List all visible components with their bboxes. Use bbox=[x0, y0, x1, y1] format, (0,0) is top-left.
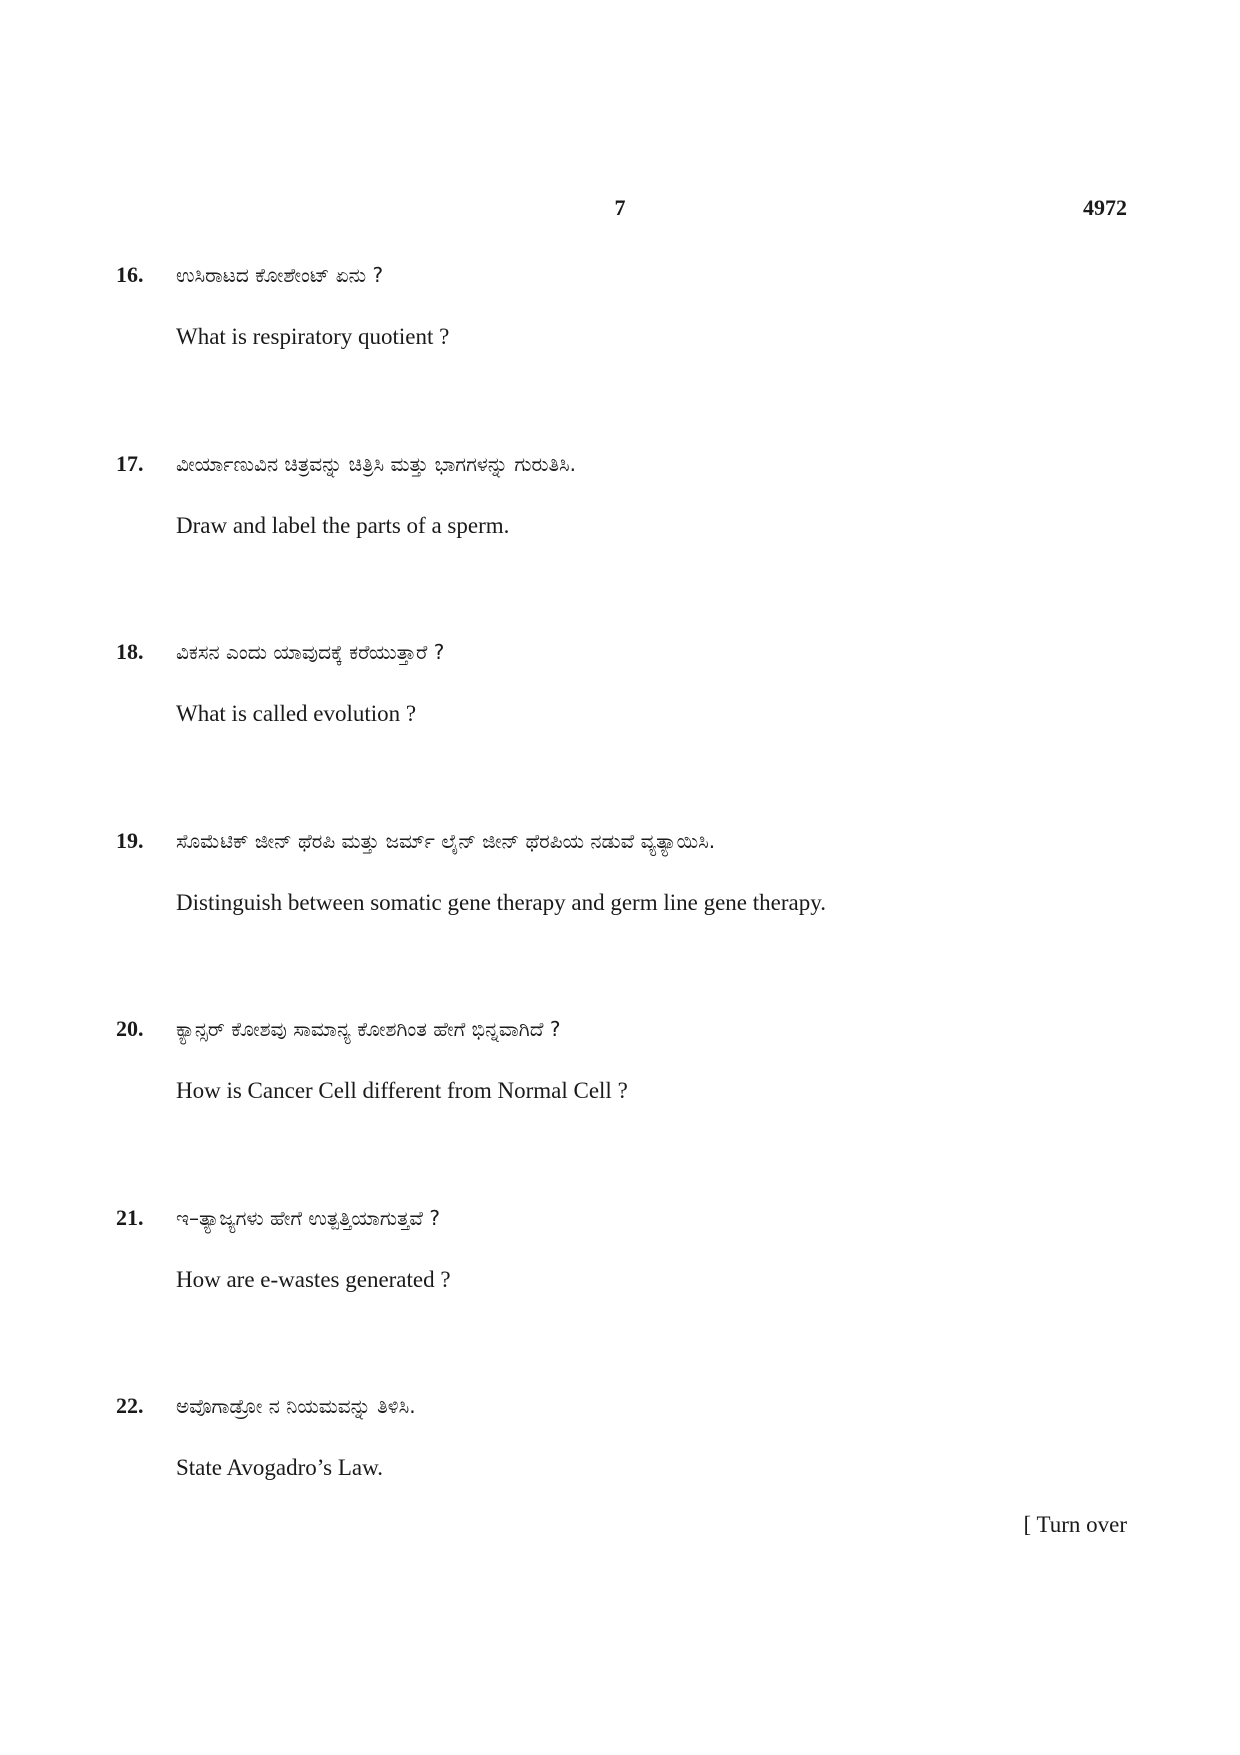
question-text-kannada: ಇ–ತ್ಯಾಜ್ಯಗಳು ಹೇಗೆ ಉತ್ಪತ್ತಿಯಾಗುತ್ತವೆ ? bbox=[176, 1205, 440, 1230]
question-19 bbox=[116, 828, 1126, 1017]
question-number: 21. bbox=[116, 1204, 144, 1230]
question-number: 20. bbox=[116, 1016, 144, 1041]
question-text-kannada: ಅವೊಗಾಡ್ರೋ ನ ನಿಯಮವನ್ನು ತಿಳಿಸಿ. bbox=[176, 1394, 416, 1418]
question-21 bbox=[116, 1205, 1126, 1394]
question-text-english: What is called evolution ? bbox=[176, 701, 417, 726]
turn-over-note: [ Turn over bbox=[1023, 1512, 1127, 1537]
question-text-english: State Avogadro’s Law. bbox=[176, 1455, 383, 1480]
question-text-kannada: ವಿಕಸನ ಎಂದು ಯಾವುದಕ್ಕೆ ಕರೆಯುತ್ತಾರೆ ? bbox=[176, 640, 445, 664]
question-16 bbox=[116, 262, 1126, 451]
question-number: 17. bbox=[116, 450, 144, 476]
paper-code: 4972 bbox=[1083, 195, 1127, 220]
question-text-english: How is Cancer Cell different from Normal Cell ? bbox=[176, 1078, 628, 1103]
question-number: 18. bbox=[116, 639, 144, 664]
question-18 bbox=[116, 639, 1126, 828]
question-text-english: Distinguish between somatic gene therapy and germ line gene therapy. bbox=[176, 889, 826, 915]
question-number: 22. bbox=[116, 1393, 144, 1418]
question-number: 19. bbox=[116, 827, 144, 853]
question-text-kannada: ವೀರ್ಯಾಣುವಿನ ಚಿತ್ರವನ್ನು ಚಿತ್ರಿಸಿ ಮತ್ತು ಭಾಗಗಳನ್ನು ಗುರುತಿಸಿ. bbox=[176, 451, 577, 476]
question-text-kannada: ಉಸಿರಾಟದ ಕೋಶೇಂಟ್ ಏನು ? bbox=[176, 263, 384, 287]
question-17 bbox=[116, 451, 1126, 640]
question-text-english: How are e-wastes generated ? bbox=[176, 1266, 451, 1292]
question-text-kannada: ಕ್ಯಾನ್ಸರ್ ಕೋಶವು ಸಾಮಾನ್ಯ ಕೋಶಗಿಂತ ಹೇಗೆ ಭಿನ್ನವಾಗಿದೆ ? bbox=[176, 1017, 561, 1041]
question-list bbox=[116, 262, 1126, 1582]
question-number: 16. bbox=[116, 262, 144, 287]
question-text-english: Draw and label the parts of a sperm. bbox=[176, 512, 510, 538]
page-number: 7 bbox=[614, 195, 626, 220]
question-22 bbox=[116, 1393, 1126, 1582]
question-20 bbox=[116, 1016, 1126, 1205]
question-text-english: What is respiratory quotient ? bbox=[176, 324, 450, 349]
question-text-kannada: ಸೊಮೆಟಿಕ್ ಜೀನ್ ಥೆರಪಿ ಮತ್ತು ಜರ್ಮ್ ಲೈನ್ ಜೀನ್ ಥೆರಪಿಯ ನಡುವೆ ವ್ಯತ್ಯಾಯಿಸಿ. bbox=[176, 828, 716, 853]
